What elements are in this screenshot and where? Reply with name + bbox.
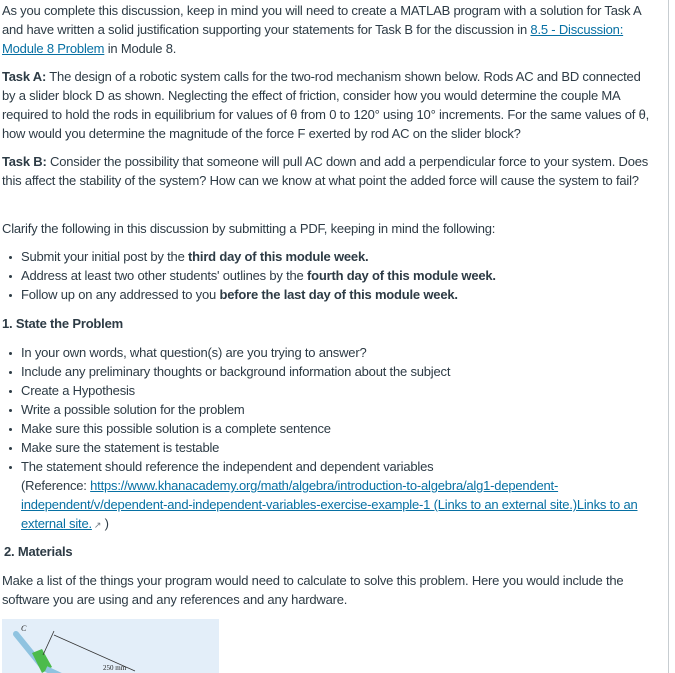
intro-text: As you complete this discussion, keep in mind you will need to create a MATLAB program with a solution for Task A and have written a solid justification supporting your statements for Task B for the discussion in <box>2 3 641 37</box>
list-item: In your own words, what question(s) are you trying to answer? <box>8 343 648 362</box>
external-link-icon: ↗ <box>93 520 102 530</box>
list-item: Make sure the statement is testable <box>8 438 648 457</box>
mechanism-figure <box>2 619 219 673</box>
task-b-text: Consider the possibility that someone will pull AC down and add a perpendicular force to your system. Does this affect the stability of the system? How can we know at what point the added force will cause the system to fail? <box>2 154 649 188</box>
list-item <box>8 457 648 535</box>
dimension-label: 250 mm <box>103 664 127 672</box>
task-a-label: Task A: <box>2 69 47 84</box>
reference-suffix: ) <box>101 516 109 531</box>
intro-text-after: in Module 8. <box>104 41 177 56</box>
state-problem-list <box>8 343 648 535</box>
task-a-text: The design of a robotic system calls for the two-rod mechanism shown below. Rods AC and BD connected by a slider block D as shown. Neglecting the effect of friction, consider how you would determine the couple MA required to hold the rods in equilibrium for values of θ from 0 to 120° using 10° increments. For the same values of θ, how would you determine the magnitude of the force F exerted by rod AC on the slider block? <box>2 69 650 141</box>
intro-paragraph <box>2 1 652 58</box>
label-c: C <box>21 624 27 633</box>
clarify-paragraph <box>2 219 657 238</box>
task-b-paragraph <box>2 152 657 190</box>
deadline-text: Submit your initial post by the <box>21 249 189 264</box>
task-b-label: Task B: <box>2 154 47 169</box>
list-item <box>8 247 496 266</box>
section-2-heading-text: 2. Materials <box>4 544 73 559</box>
list-item: Write a possible solution for the problem <box>8 400 648 419</box>
section-1-heading-text: 1. State the Problem <box>2 316 123 331</box>
section-1-heading <box>2 314 123 333</box>
deadline-bold: third day of this module week. <box>188 249 369 264</box>
khan-academy-link[interactable]: https://www.khanacademy.org/math/algebra/introduction-to-algebra/alg1-dependent-independent/v/dependent-and-independent-variables-exercise-example-1 (Links to an external site.)Links to an external site. <box>21 478 638 531</box>
section-2-heading <box>4 542 72 561</box>
list-item: Create a Hypothesis <box>8 381 648 400</box>
deadline-bold: fourth day of this module week. <box>307 268 496 283</box>
content-right-border <box>668 0 669 673</box>
clarify-text: Clarify the following in this discussion by submitting a PDF, keeping in mind the following: <box>2 221 496 236</box>
variables-item-text: The statement should reference the independent and dependent variables <box>21 459 434 474</box>
two-rod-mechanism-diagram <box>2 619 219 673</box>
list-item: Include any preliminary thoughts or background information about the subject <box>8 362 648 381</box>
deadlines-list <box>8 247 496 304</box>
list-item: Make sure this possible solution is a complete sentence <box>8 419 648 438</box>
reference-prefix: (Reference: <box>21 478 91 493</box>
list-item <box>8 266 496 285</box>
deadline-bold: before the last day of this module week. <box>219 287 458 302</box>
discussion-link[interactable]: 8.5 - Discussion: Module 8 Problem <box>2 22 624 56</box>
materials-paragraph <box>2 571 657 609</box>
list-item <box>8 285 496 304</box>
deadline-text: Follow up on any addressed to you <box>21 287 220 302</box>
task-a-paragraph <box>2 67 657 143</box>
materials-text: Make a list of the things your program would need to calculate to solve this problem. Here you would include the software you are using and any references and any hardware. <box>2 573 624 607</box>
deadline-text: Address at least two other students' outlines by the <box>21 268 307 283</box>
